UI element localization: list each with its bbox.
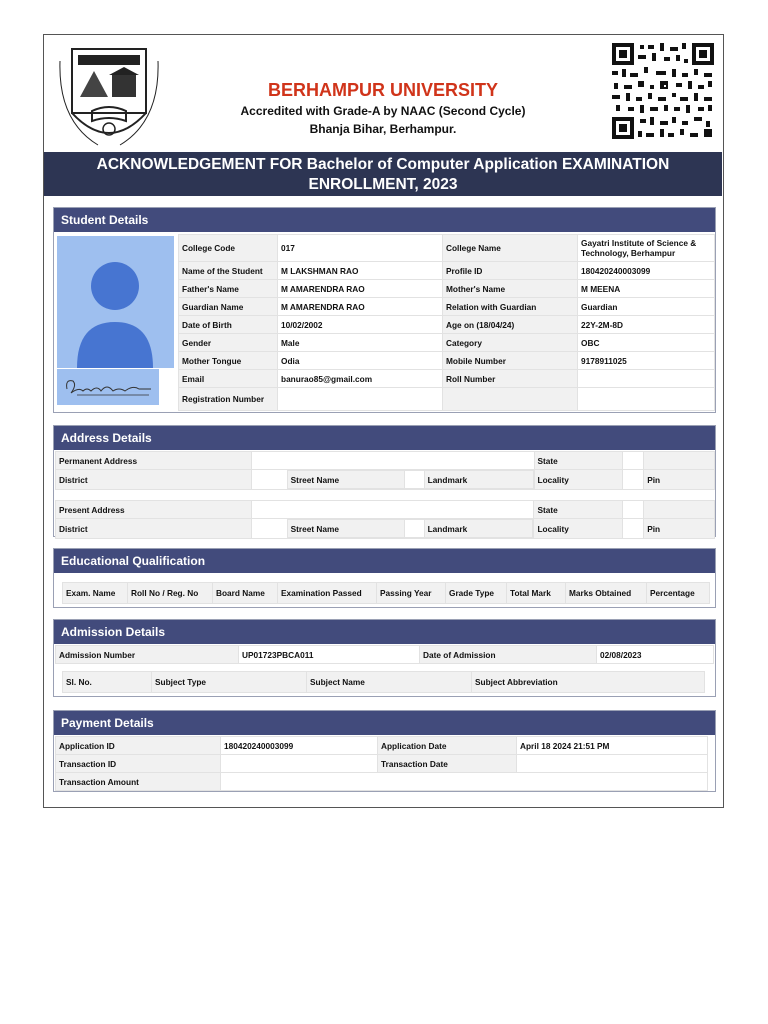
- field-value: [278, 388, 443, 411]
- field-label: Mobile Number: [443, 352, 578, 370]
- student-row: [179, 352, 715, 370]
- university-address: Bhanja Bihar, Berhampur.: [309, 122, 457, 136]
- qualification-column-header: Marks Obtained: [566, 583, 647, 604]
- field-value: 9178911025: [578, 352, 715, 370]
- street-name-label: Street Name: [287, 520, 405, 538]
- subject-column-header: Sl. No.: [63, 672, 152, 693]
- section-title: Address Details: [54, 426, 715, 450]
- payment-details-section: [53, 710, 716, 792]
- field-value: Guardian: [578, 298, 715, 316]
- section-title: Payment Details: [54, 711, 715, 735]
- application-id-label: Application ID: [56, 737, 221, 755]
- qualification-column-header: Passing Year: [377, 583, 446, 604]
- address-details-section: [53, 425, 716, 537]
- state-label: State: [534, 501, 623, 519]
- student-row: [179, 280, 715, 298]
- pin-label: Pin: [644, 470, 715, 490]
- university-name: BERHAMPUR UNIVERSITY: [267, 80, 499, 100]
- field-value: 10/02/2002: [278, 316, 443, 334]
- field-value: 22Y-2M-8D: [578, 316, 715, 334]
- field-label: Gender: [179, 334, 278, 352]
- transaction-date-label: Transaction Date: [378, 755, 517, 773]
- field-value: banurao85@gmail.com: [278, 370, 443, 388]
- locality-label: Locality: [534, 470, 623, 490]
- student-details-table: [178, 234, 715, 411]
- qualification-column-header: Grade Type: [446, 583, 507, 604]
- subject-table: [62, 671, 705, 693]
- state-label: State: [534, 452, 623, 470]
- transaction-date-value: [517, 755, 708, 773]
- district-value: [252, 519, 534, 539]
- section-title: Educational Qualification: [54, 549, 715, 573]
- field-value: Gayatri Institute of Science & Technology, Berhampur: [578, 235, 715, 262]
- admission-number-label: Admission Number: [56, 646, 239, 664]
- field-label: Registration Number: [179, 388, 278, 411]
- header: [44, 35, 722, 152]
- field-label: Relation with Guardian: [443, 298, 578, 316]
- field-label: Mother Tongue: [179, 352, 278, 370]
- landmark-label: Landmark: [424, 471, 533, 489]
- field-label: Date of Birth: [179, 316, 278, 334]
- transaction-amount-label: Transaction Amount: [56, 773, 221, 791]
- admission-number-value: UP01723PBCA011: [239, 646, 420, 664]
- student-details-section: [53, 207, 716, 413]
- qualification-column-header: Percentage: [647, 583, 710, 604]
- student-photo: [57, 236, 174, 368]
- educational-qualification-section: [53, 548, 716, 608]
- permanent-address-value: [252, 452, 534, 470]
- transaction-id-value: [221, 755, 378, 773]
- date-of-admission-value: 02/08/2023: [597, 646, 714, 664]
- student-row: [179, 316, 715, 334]
- permanent-address-label: Permanent Address: [56, 452, 252, 470]
- district-label: District: [56, 519, 252, 539]
- acknowledgement-title-banner: ACKNOWLEDGEMENT FOR Bachelor of Computer Application EXAMINATION ENROLLMENT, 2023: [44, 152, 722, 196]
- street-name-label: Street Name: [287, 471, 405, 489]
- subject-column-header: Subject Abbreviation: [472, 672, 705, 693]
- field-label: Mother's Name: [443, 280, 578, 298]
- field-label: Profile ID: [443, 262, 578, 280]
- qualification-column-header: Examination Passed: [278, 583, 377, 604]
- payment-table: [55, 736, 708, 791]
- field-value: M AMARENDRA RAO: [278, 298, 443, 316]
- present-address-table: [55, 500, 715, 539]
- field-value: Odia: [278, 352, 443, 370]
- field-value: 180420240003099: [578, 262, 715, 280]
- student-row: [179, 334, 715, 352]
- pin-label: Pin: [644, 519, 715, 539]
- field-value: [578, 388, 715, 411]
- field-value: OBC: [578, 334, 715, 352]
- field-value: Male: [278, 334, 443, 352]
- subject-column-header: Subject Type: [152, 672, 307, 693]
- field-value: M AMARENDRA RAO: [278, 280, 443, 298]
- qualification-column-header: Roll No / Reg. No: [128, 583, 213, 604]
- section-title: Student Details: [54, 208, 715, 232]
- application-date-label: Application Date: [378, 737, 517, 755]
- field-label: Guardian Name: [179, 298, 278, 316]
- application-id-value: 180420240003099: [221, 737, 378, 755]
- landmark-label: Landmark: [424, 520, 533, 538]
- field-value: M MEENA: [578, 280, 715, 298]
- accreditation-text: Accredited with Grade-A by NAAC (Second Cycle): [240, 104, 526, 118]
- district-value: [252, 470, 534, 490]
- field-label: Category: [443, 334, 578, 352]
- date-of-admission-label: Date of Admission: [420, 646, 597, 664]
- application-date-value: April 18 2024 21:51 PM: [517, 737, 708, 755]
- student-signature: [57, 369, 159, 405]
- district-label: District: [56, 470, 252, 490]
- admission-details-section: [53, 619, 716, 697]
- field-label: Roll Number: [443, 370, 578, 388]
- field-label: College Code: [179, 235, 278, 262]
- field-label: Father's Name: [179, 280, 278, 298]
- locality-value: [623, 519, 644, 539]
- admission-table: [55, 645, 714, 664]
- field-label: Name of the Student: [179, 262, 278, 280]
- field-value: M LAKSHMAN RAO: [278, 262, 443, 280]
- qualification-column-header: Exam. Name: [63, 583, 128, 604]
- permanent-address-table: [55, 451, 715, 490]
- section-title: Admission Details: [54, 620, 715, 644]
- qualification-column-header: Board Name: [213, 583, 278, 604]
- state-value: [623, 452, 644, 470]
- locality-value: [623, 470, 644, 490]
- qualification-table: [62, 582, 710, 604]
- student-row: [179, 370, 715, 388]
- subject-column-header: Subject Name: [307, 672, 472, 693]
- transaction-id-label: Transaction ID: [56, 755, 221, 773]
- present-address-value: [252, 501, 534, 519]
- student-row: [179, 262, 715, 280]
- student-row: [179, 298, 715, 316]
- field-label: Email: [179, 370, 278, 388]
- qualification-column-header: Total Mark: [507, 583, 566, 604]
- student-row: [179, 235, 715, 262]
- state-value: [623, 501, 644, 519]
- qr-code: [610, 41, 716, 141]
- field-label: Age on (18/04/24): [443, 316, 578, 334]
- locality-label: Locality: [534, 519, 623, 539]
- field-value: [578, 370, 715, 388]
- acknowledgement-sheet: [43, 34, 724, 808]
- student-row: [179, 388, 715, 411]
- field-value: 017: [278, 235, 443, 262]
- transaction-amount-value: [221, 773, 708, 791]
- field-label: College Name: [443, 235, 578, 262]
- field-label: [443, 388, 578, 411]
- present-address-label: Present Address: [56, 501, 252, 519]
